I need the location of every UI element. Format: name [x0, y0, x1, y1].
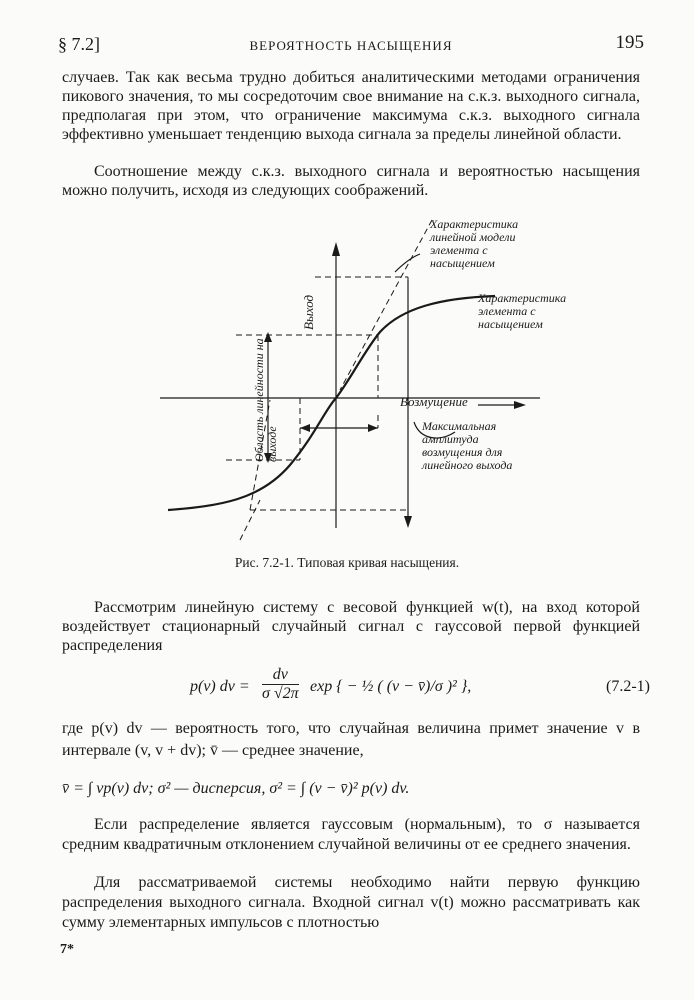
paragraph-1: случаев. Так как весьма трудно добиться аналитическими методами ограничения пикового значения, то мы сосредоточим свое внимание на с.к.з. выходного сигнала, предполагая при этом, что ограничение максимума с.к.з. выходного сигнала эффективно уменьшает тенденцию выхода сигнала за пределы линейной области. [62, 69, 640, 143]
page-header [58, 30, 644, 54]
output-axis-arrow [332, 242, 340, 256]
paragraph-3: Рассмотрим линейную систему с весовой функцией w(t), на вход которой воздействует стационарный случайный сигнал с гауссовой первой функцией распределения [62, 599, 640, 654]
footer-signature: 7* [60, 942, 74, 957]
equation-7-2-1: p(v) dv = $\frac{dv}{\sigma √2\pi}$ exp { − ½ ( (v − v̄)/σ )² }, (7.2-1) [190, 666, 650, 702]
label-disturbance: Возмущение [400, 394, 468, 409]
paragraph-5: Если распределение является гауссовым (нормальным), то σ называется средним квадратичным отклонением случайной величины от ее среднего значения. [62, 816, 640, 853]
running-title: ВЕРОЯТНОСТЬ НАСЫЩЕНИЯ [249, 38, 453, 53]
label-max-amplitude: Максимальная амплитуда возмущения для линейного выхода [422, 419, 513, 472]
section-ref: § 7.2] [58, 34, 100, 54]
paragraph-2: Соотношение между с.к.з. выходного сигнала и вероятностью насыщения можно получить, исходя из следующих соображений. [62, 163, 640, 199]
label-element: Характеристика элемента с насыщением [478, 291, 567, 331]
equation-number: (7.2-1) [606, 678, 650, 695]
paragraph-4: где p(v) dv — вероятность того, что случайная величина примет значение v в интервале (v, v + dv); v̄ — среднее значение, [62, 720, 640, 759]
paragraph-6: Для рассматриваемой системы необходимо найти первую функцию распределения выходного сигнала. Входной сигнал v(t) можно рассматривать как сумму элементарных импульсов с плотностью [62, 874, 640, 931]
page-number: 195 [615, 32, 644, 53]
figure-caption: Рис. 7.2-1. Типовая кривая насыщения. [234, 555, 460, 570]
label-linear-model: Характеристика линейной модели элемента с насыщением [430, 217, 519, 270]
label-linear-region: Область линейности на выходе [252, 338, 279, 462]
label-output: Выход [301, 294, 316, 330]
definitions-line: v̄ = ∫ vp(v) dv; σ² — дисперсия, σ² = ∫ (v − v̄)² p(v) dv. [62, 780, 410, 797]
